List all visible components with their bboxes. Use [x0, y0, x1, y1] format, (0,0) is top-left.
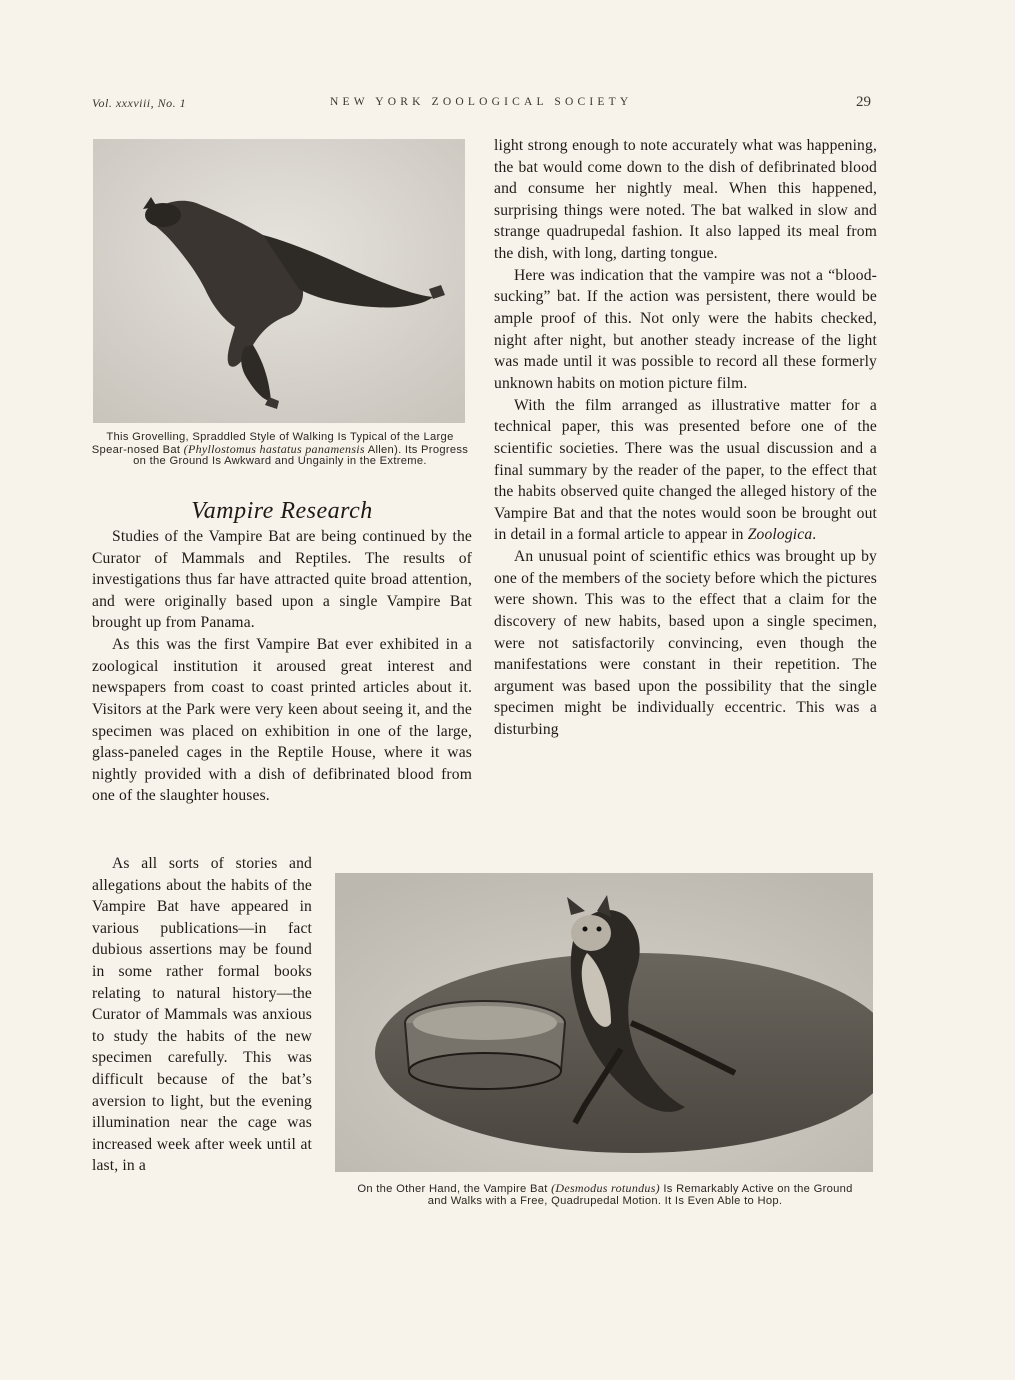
left-narrow-text — [92, 853, 312, 1177]
vampire-bat-illustration — [335, 873, 873, 1172]
volume-label: Vol. xxxviii, No. 1 — [92, 96, 187, 110]
society-title: NEW YORK ZOOLOGICAL SOCIETY — [330, 96, 633, 108]
paragraph-text: With the film arranged as illustrative matter for a technical paper, this was presented before one of the scientific societies. There was the usual discussion and a final summary by the reader of the paper, to the effect that the habits observed quite changed the alleged history of the Vampire Bat and that the notes would soon be brought out in detail in a formal article to appear in — [494, 396, 877, 544]
caption-species-name: (Phyllostomus hastatus panamensis — [183, 441, 365, 456]
section-heading: Vampire Research — [191, 498, 373, 524]
caption-species-name: (Desmodus rotundus) — [551, 1181, 660, 1195]
vampire-bat-photo — [335, 873, 873, 1172]
caption-text: On the Other Hand, the Vampire Bat — [357, 1183, 552, 1195]
left-column-text — [92, 526, 472, 807]
caption-text: This Grovelling, Spraddled Style of Walking Is Typical of the Large Spear-nosed Bat — [91, 431, 454, 456]
paragraph — [494, 395, 877, 546]
paragraph-punctuation: . — [812, 526, 817, 544]
spear-nosed-bat-photo — [93, 139, 465, 423]
paragraph: An unusual point of scientific ethics was brought up by one of the members of the society before which the pictures were shown. This was to the effect that a claim for the discovery of new habits, based upon a single specimen, were not satisfactorily convincing, even though the manifestations were constant in their repetition. The argument was based upon the possibility that the single specimen might be individually eccentric. This was a disturbing — [494, 548, 877, 738]
caption-text: Allen). Its Progress on the Ground Is Awkward and Ungainly in the Extreme. — [133, 443, 469, 468]
journal-name: Zoologica — [747, 526, 813, 544]
right-column-text — [494, 135, 877, 741]
bat-illustration — [93, 139, 465, 423]
paragraph: As this was the first Vampire Bat ever exhibited in a zoological institution it aroused great interest and newspapers from coast to coast printed articles about it. Visitors at the Park were very keen about seeing it, and the specimen was placed on exhibition in one of the large, glass-paneled cages in the Reptile House, where it was nightly provided with a dish of defibrinated blood from one of the slaughter houses. — [92, 636, 472, 805]
paragraph: Studies of the Vampire Bat are being continued by the Curator of Mammals and Reptiles. The results of investigations thus far have attracted quite broad attention, and were originally based upon a single Vampire Bat brought up from Panama. — [92, 528, 472, 632]
bottom-figure-caption — [352, 1183, 858, 1207]
page-number: 29 — [856, 94, 871, 110]
paragraph: light strong enough to note accurately what was happening, the bat would come down to the dish of defibrinated blood and consume her nightly meal. When this happened, surprising things were noted. The bat walked in slow and strange quadrupedal fashion. It also lapped its meal from the dish, with long, darting tongue. — [494, 137, 877, 262]
caption-text: Is Remarkably Active on the Ground and Walks with a Free, Quadrupedal Motion. It Is Even Able to Hop. — [427, 1183, 853, 1207]
paragraph: As all sorts of stories and allegations about the habits of the Vampire Bat have appeared in various publications—in fact dubious assertions may be found in some rather formal books relating to natural history—the Curator of Mammals was anxious to study the habits of the new specimen carefully. This was difficult because of the bat’s aversion to light, but the evening illumination near the cage was increased week after week until at last, in a — [92, 855, 312, 1175]
paragraph: Here was indication that the vampire was not a “blood-sucking” bat. If the action was persistent, there would be ample proof of this. Not only were the habits checked, night after night, but another steady increase of the light was made until it was possible to record all these formerly unknown habits on motion picture film. — [494, 266, 877, 392]
top-figure-caption — [88, 432, 472, 468]
